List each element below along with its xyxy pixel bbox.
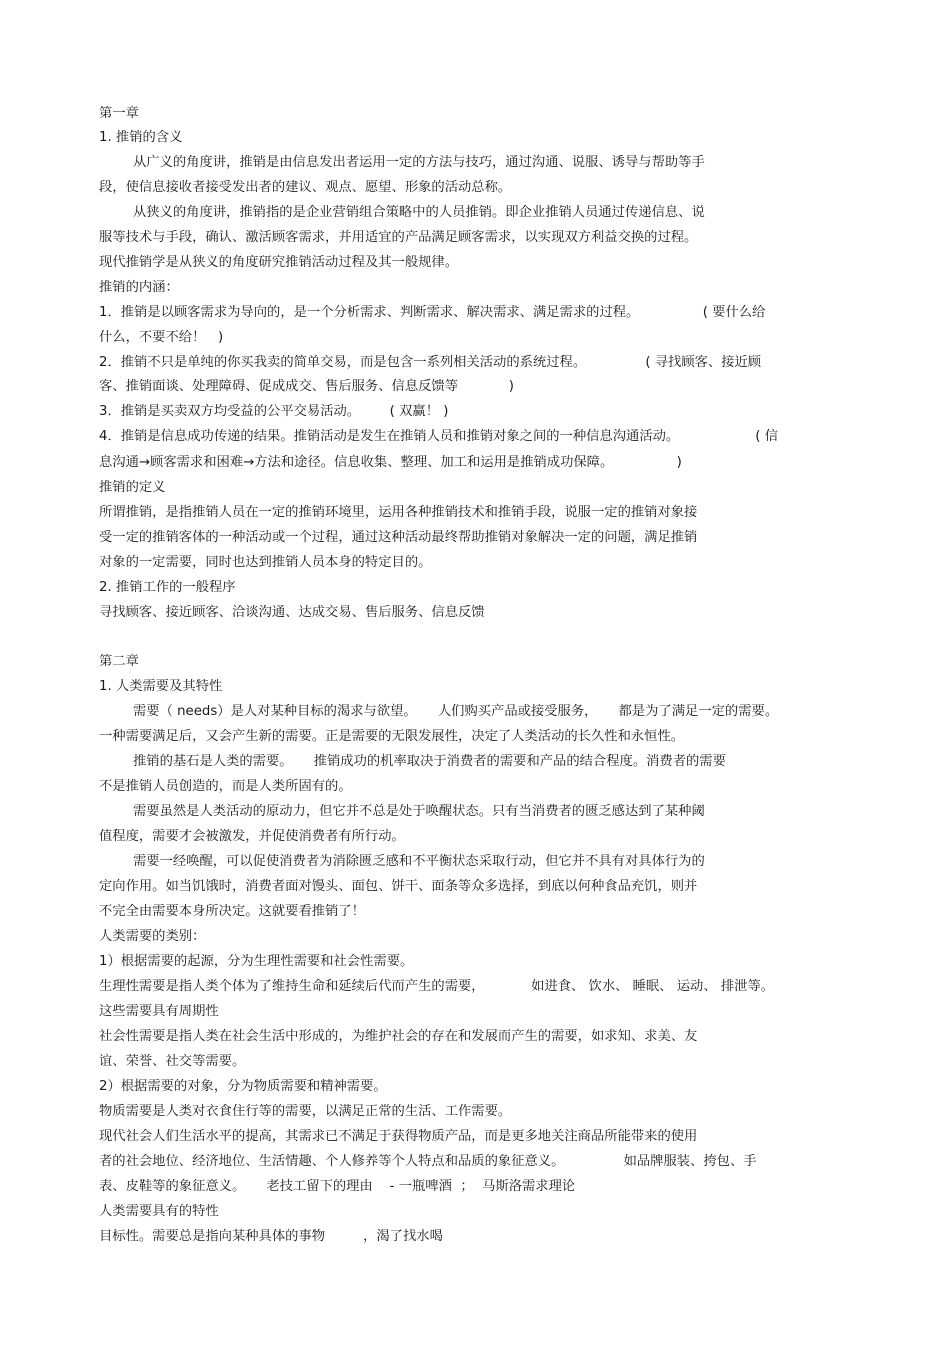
- paragraph-line: 物质需要是人类对衣食住行等的需要，以满足正常的生活、工作需要。: [99, 1104, 512, 1119]
- paragraph-line: 生理性需要是指人类个体为了维持生命和延续后代而产生的需要， 如进食、 饮水、 睡眠、 运动、 排泄等。: [99, 979, 775, 994]
- section-heading: 1. 推销的含义: [99, 130, 183, 145]
- paragraph-line: 一种需要满足后，又会产生新的需要。正是需要的无限发展性，决定了人类活动的长久性和永恒性。: [99, 729, 685, 744]
- section-heading: 2. 推销工作的一般程序: [99, 580, 236, 595]
- paragraph-line: 不完全由需要本身所决定。这就要看推销了！: [99, 904, 365, 919]
- paragraph-line: 客、推销面谈、处理障碍、促成成交、售后服务、信息反馈等 ): [99, 379, 514, 394]
- paragraph-line: 需要虽然是人类活动的原动力，但它并不总是处于唤醒状态。只有当消费者的匮乏感达到了某种阈: [133, 804, 705, 819]
- paragraph-line: 现代社会人们生活水平的提高，其需求已不满足于获得物质产品，而是更多地关注商品所能带来的使用: [99, 1129, 698, 1144]
- paragraph-line: 服等技术与手段，确认、激活顾客需求，并用适宜的产品满足顾客需求，以实现双方利益交换的过程。: [99, 230, 698, 245]
- paragraph-line: 2）根据需要的对象，分为物质需要和精神需要。: [99, 1079, 387, 1094]
- paragraph-line: 1．推销是以顾客需求为导向的，是一个分析需求、判断需求、解决需求、满足需求的过程。 ( 要什么给: [99, 305, 766, 320]
- paragraph-line: 不是推销人员创造的，而是人类所固有的。: [99, 779, 352, 794]
- paragraph-line: 需要（ needs）是人对某种目标的渴求与欲望。 人们购买产品或接受服务， 都是为了满足一定的需要。: [133, 704, 779, 719]
- chapter2-heading: 第二章: [99, 654, 139, 669]
- chapter1-heading: 第一章: [99, 106, 139, 121]
- subheading: 推销的定义: [99, 480, 166, 495]
- paragraph-line: 段，使信息接收者接受发出者的建议、观点、愿望、形象的活动总称。: [99, 180, 512, 195]
- paragraph-line: 定向作用。如当饥饿时，消费者面对馒头、面包、饼干、面条等众多选择，到底以何种食品充饥，则并: [99, 879, 698, 894]
- paragraph-line: 对象的一定需要，同时也达到推销人员本身的特定目的。: [99, 555, 432, 570]
- paragraph-line: 目标性。需要总是指向某种具体的事物 ，渴了找水喝: [99, 1229, 443, 1244]
- paragraph-line: 息沟通→顾客需求和困难→方法和途径。信息收集、整理、加工和运用是推销成功保障。 ): [99, 455, 682, 470]
- paragraph-line: 所谓推销，是指推销人员在一定的推销环境里，运用各种推销技术和推销手段，说服一定的推销对象接: [99, 505, 698, 520]
- subheading: 人类需要具有的特性: [99, 1204, 219, 1219]
- paragraph-line: 寻找顾客、接近顾客、洽谈沟通、达成交易、售后服务、信息反馈: [99, 605, 485, 620]
- paragraph-line: 表、皮鞋等的象征意义。 老技工留下的理由 - 一瓶啤酒 ； 马斯洛需求理论: [99, 1179, 576, 1194]
- paragraph-line: 推销的基石是人类的需要。 推销成功的机率取决于消费者的需要和产品的结合程度。消费者的需要: [133, 754, 726, 769]
- paragraph-line: 需要一经唤醒，可以促使消费者为消除匮乏感和不平衡状态采取行动，但它并不具有对具体行为的: [133, 854, 705, 869]
- paragraph-line: 1）根据需要的起源，分为生理性需要和社会性需要。: [99, 954, 414, 969]
- paragraph-line: 2．推销不只是单纯的你买我卖的简单交易，而是包含一系列相关活动的系统过程。 ( 寻找顾客、接近顾: [99, 355, 762, 370]
- paragraph-line: 受一定的推销客体的一种活动或一个过程，通过这种活动最终帮助推销对象解决一定的问题，满足推销: [99, 530, 698, 545]
- subheading: 人类需要的类别：: [99, 929, 206, 944]
- paragraph-line: 现代推销学是从狭义的角度研究推销活动过程及其一般规律。: [99, 255, 459, 270]
- paragraph-line: 社会性需要是指人类在社会生活中形成的，为维护社会的存在和发展而产生的需要，如求知、求美、友: [99, 1029, 698, 1044]
- paragraph-line: 3．推销是买卖双方均受益的公平交易活动。 ( 双赢！ ): [99, 404, 449, 419]
- paragraph-line: 什么，不要不给！ ): [99, 330, 224, 345]
- paragraph-line: 谊、荣誉、社交等需要。: [99, 1054, 246, 1069]
- section-heading: 1. 人类需要及其特性: [99, 679, 223, 694]
- paragraph-line: 从广义的角度讲，推销是由信息发出者运用一定的方法与技巧，通过沟通、说服、诱导与帮助等手: [133, 155, 705, 170]
- subheading: 推销的内涵：: [99, 280, 179, 295]
- paragraph-line: 4．推销是信息成功传递的结果。推销活动是发生在推销人员和推销对象之间的一种信息沟通活动。 ( 信: [99, 429, 779, 444]
- paragraph-line: 者的社会地位、经济地位、生活情趣、个人修养等个人特点和品质的象征意义。 如品牌服装、挎包、手: [99, 1154, 757, 1169]
- paragraph-line: 值程度，需要才会被激发，并促使消费者有所行动。: [99, 829, 405, 844]
- paragraph-line: 从狭义的角度讲，推销指的是企业营销组合策略中的人员推销。即企业推销人员通过传递信息、说: [133, 205, 705, 220]
- paragraph-line: 这些需要具有周期性: [99, 1004, 219, 1019]
